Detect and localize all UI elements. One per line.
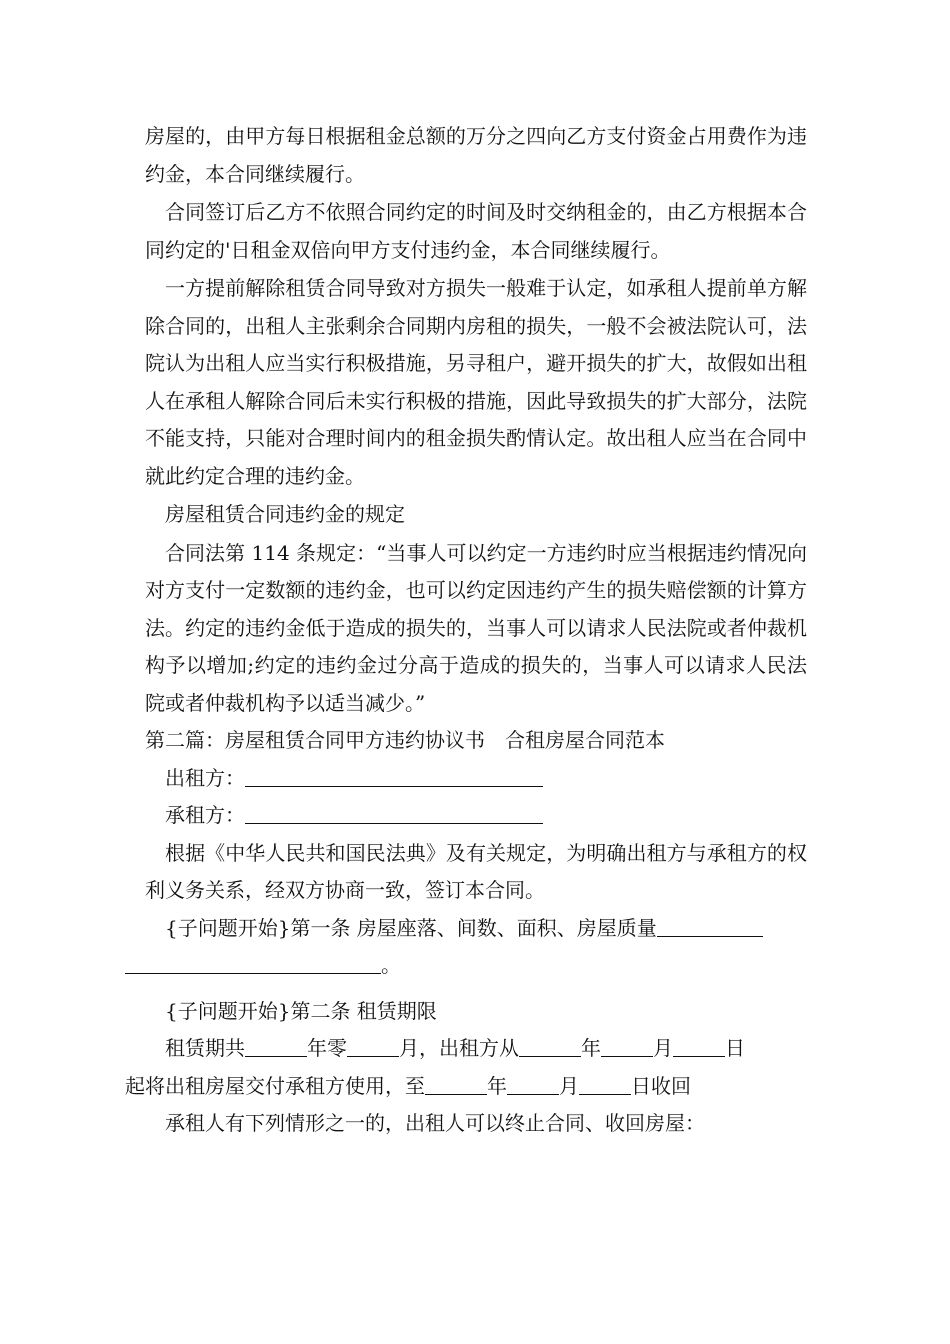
lessee-blank xyxy=(245,802,543,824)
term-text-1: 租赁期共 xyxy=(165,1036,245,1060)
paragraph-late-rent: 合同签订后乙方不依照合同约定的时间及时交纳租金的，由乙方根据本合同约定的'日租金双倍向甲方支付违约金，本合同继续履行。 xyxy=(145,200,807,262)
paragraph-liquidated-damages-lessor: 房屋的，由甲方每日根据租金总额的万分之四向乙方支付资金占用费作为违约金，本合同继续履行。 xyxy=(145,124,807,186)
term-text-2: 年零 xyxy=(307,1036,347,1060)
lessor-blank xyxy=(245,765,543,787)
article-one-end: 。 xyxy=(381,953,401,977)
paragraph-early-termination: 一方提前解除租赁合同导致对方损失一般难于认定，如承租人提前单方解除合同的，出租人主张剩余合同期内房租的损失，一般不会被法院认可，法院认为出租人应当实行积极措施，另寻租户，避开损失的扩大，故假如出租人在承租人解除合同后未实行积极的措施，因此导致损失的扩大部分，法院不能支持，只能对合理时间内的租金损失酌情认定。故出租人应当在合同中就此约定合理的违约金。 xyxy=(145,276,807,488)
end-day-blank xyxy=(579,1073,631,1095)
term-years-blank xyxy=(245,1035,307,1057)
section-heading-damages-rules: 房屋租赁合同违约金的规定 xyxy=(165,502,405,526)
article-one-text: {子问题开始}第一条 房屋座落、间数、面积、房屋质量 xyxy=(165,915,657,940)
end-month-blank xyxy=(507,1073,559,1095)
section-heading-part-two: 第二篇：房屋租赁合同甲方违约协议书 合租房屋合同范本 xyxy=(145,728,665,752)
document-body xyxy=(125,118,807,1143)
term-text-3: 月，出租方从 xyxy=(399,1036,519,1060)
lessor-line xyxy=(145,760,807,798)
paragraph-termination-conditions: 承租人有下列情形之一的，出租人可以终止合同、收回房屋： xyxy=(165,1111,705,1135)
term-text-7: 起将出租房屋交付承租方使用，至 xyxy=(125,1073,425,1098)
start-year-blank xyxy=(519,1035,581,1057)
start-month-blank xyxy=(601,1035,653,1057)
term-text-6: 日 xyxy=(725,1036,745,1060)
term-text-5: 月 xyxy=(653,1036,673,1060)
paragraph-contract-law-114: 合同法第 114 条规定：“当事人可以约定一方违约时应当根据违约情况向对方支付一定数额的违约金，也可以约定因违约产生的损失赔偿额的计算方法。约定的违约金低于造成的损失的，当事人可以请求人民法院或者仲裁机构予以增加;约定的违约金过分高于造成的损失的，当事人可以请求人民法院或者仲裁机构予以适当减少。” xyxy=(145,540,807,715)
term-months-blank xyxy=(347,1035,399,1057)
term-text-4: 年 xyxy=(581,1036,601,1060)
article-two-heading: {子问题开始}第二条 租赁期限 xyxy=(165,998,437,1023)
paragraph-contract-basis: 根据《中华人民共和国民法典》及有关规定，为明确出租方与承租方的权利义务关系，经双方协商一致，签订本合同。 xyxy=(145,840,807,902)
term-text-10: 日收回 xyxy=(631,1073,691,1098)
start-day-blank xyxy=(673,1035,725,1057)
article-one-blank-b xyxy=(125,952,381,974)
end-year-blank xyxy=(425,1073,487,1095)
article-one-blank-a xyxy=(657,915,763,937)
article-one xyxy=(145,910,807,985)
lessor-label: 出租方： xyxy=(165,765,245,790)
term-text-9: 月 xyxy=(559,1073,579,1098)
lessee-line xyxy=(145,797,807,835)
term-text-8: 年 xyxy=(487,1073,507,1098)
lease-term-line xyxy=(125,1030,807,1105)
lessee-label: 承租方： xyxy=(165,803,245,827)
